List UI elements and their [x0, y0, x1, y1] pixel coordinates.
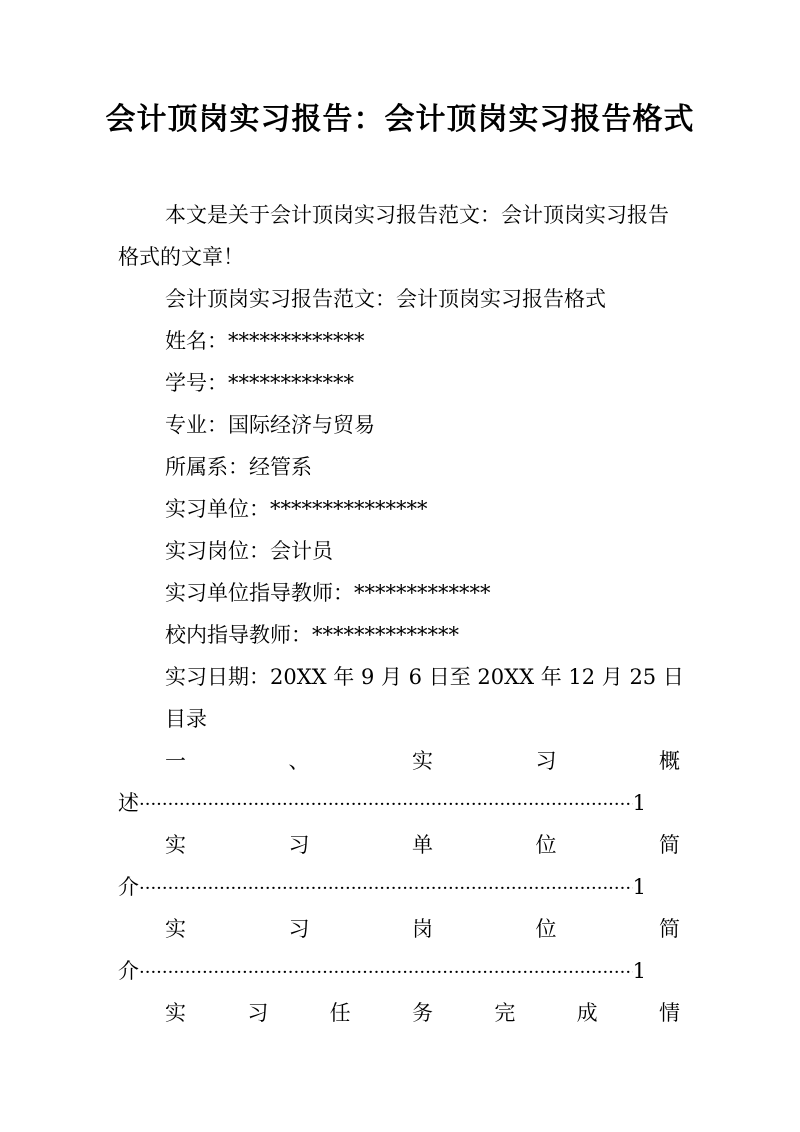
toc-char: 实: [165, 1001, 186, 1025]
field-school-supervisor: 校内指导教师：**************: [165, 623, 459, 647]
toc-char: 单: [412, 833, 433, 857]
toc-char: 习: [535, 749, 557, 773]
toc-heading: 目录: [165, 707, 207, 731]
dot-leader: [139, 790, 633, 820]
toc-char: 位: [535, 833, 557, 857]
toc-page-number: 1: [632, 959, 646, 983]
toc-char: 岗: [412, 917, 433, 941]
field-name: 姓名：*************: [165, 329, 365, 353]
field-internship-unit: 实习单位：***************: [165, 497, 428, 521]
toc-entry-2-leader: [118, 872, 646, 904]
toc-char: 任: [329, 1001, 351, 1025]
toc-char: 习: [288, 833, 310, 857]
toc-char: 实: [412, 749, 433, 773]
toc-entry-4-line: [165, 998, 680, 1028]
toc-entry-3-leader: [118, 956, 646, 988]
toc-char: 情: [658, 1001, 680, 1025]
intro-paragraph-line-2: 格式的文章！: [118, 245, 244, 269]
toc-char: 一: [165, 749, 186, 773]
toc-char: 实: [165, 917, 186, 941]
report-subtitle: 会计顶岗实习报告范文：会计顶岗实习报告格式: [165, 287, 606, 311]
dot-leader: [139, 874, 633, 904]
toc-char: 务: [411, 1001, 433, 1025]
toc-char: 成: [576, 1001, 598, 1025]
toc-entry-2-line: [165, 830, 680, 860]
toc-char: 实: [165, 833, 186, 857]
toc-page-number: 1: [632, 791, 646, 815]
toc-tail: 介: [118, 875, 139, 899]
toc-entry-1-line: [165, 746, 680, 776]
field-student-id: 学号：************: [165, 371, 354, 395]
toc-char: 完: [494, 1001, 516, 1025]
toc-char: 简: [659, 833, 680, 857]
toc-entry-1-leader: [118, 788, 646, 820]
field-internship-post: 实习岗位：会计员: [165, 539, 333, 563]
toc-char: 习: [288, 917, 310, 941]
toc-tail: 介: [118, 959, 139, 983]
intro-paragraph-line-1: 本文是关于会计顶岗实习报告范文：会计顶岗实习报告: [165, 203, 669, 227]
toc-char: 概: [659, 749, 680, 773]
dot-leader: [139, 958, 633, 988]
field-unit-supervisor: 实习单位指导教师：*************: [165, 581, 491, 605]
toc-entry-3-line: [165, 914, 680, 944]
field-major: 专业：国际经济与贸易: [165, 413, 375, 437]
field-department: 所属系：经管系: [165, 455, 312, 479]
toc-char: 简: [659, 917, 680, 941]
document-title: 会计顶岗实习报告：会计顶岗实习报告格式: [105, 102, 695, 137]
toc-char: 、: [288, 749, 310, 773]
toc-char: 习: [247, 1001, 269, 1025]
toc-tail: 述: [118, 791, 139, 815]
toc-page-number: 1: [632, 875, 646, 899]
field-internship-dates: 实习日期：20XX 年 9 月 6 日至 20XX 年 12 月 25 日: [165, 665, 684, 689]
toc-char: 位: [535, 917, 557, 941]
